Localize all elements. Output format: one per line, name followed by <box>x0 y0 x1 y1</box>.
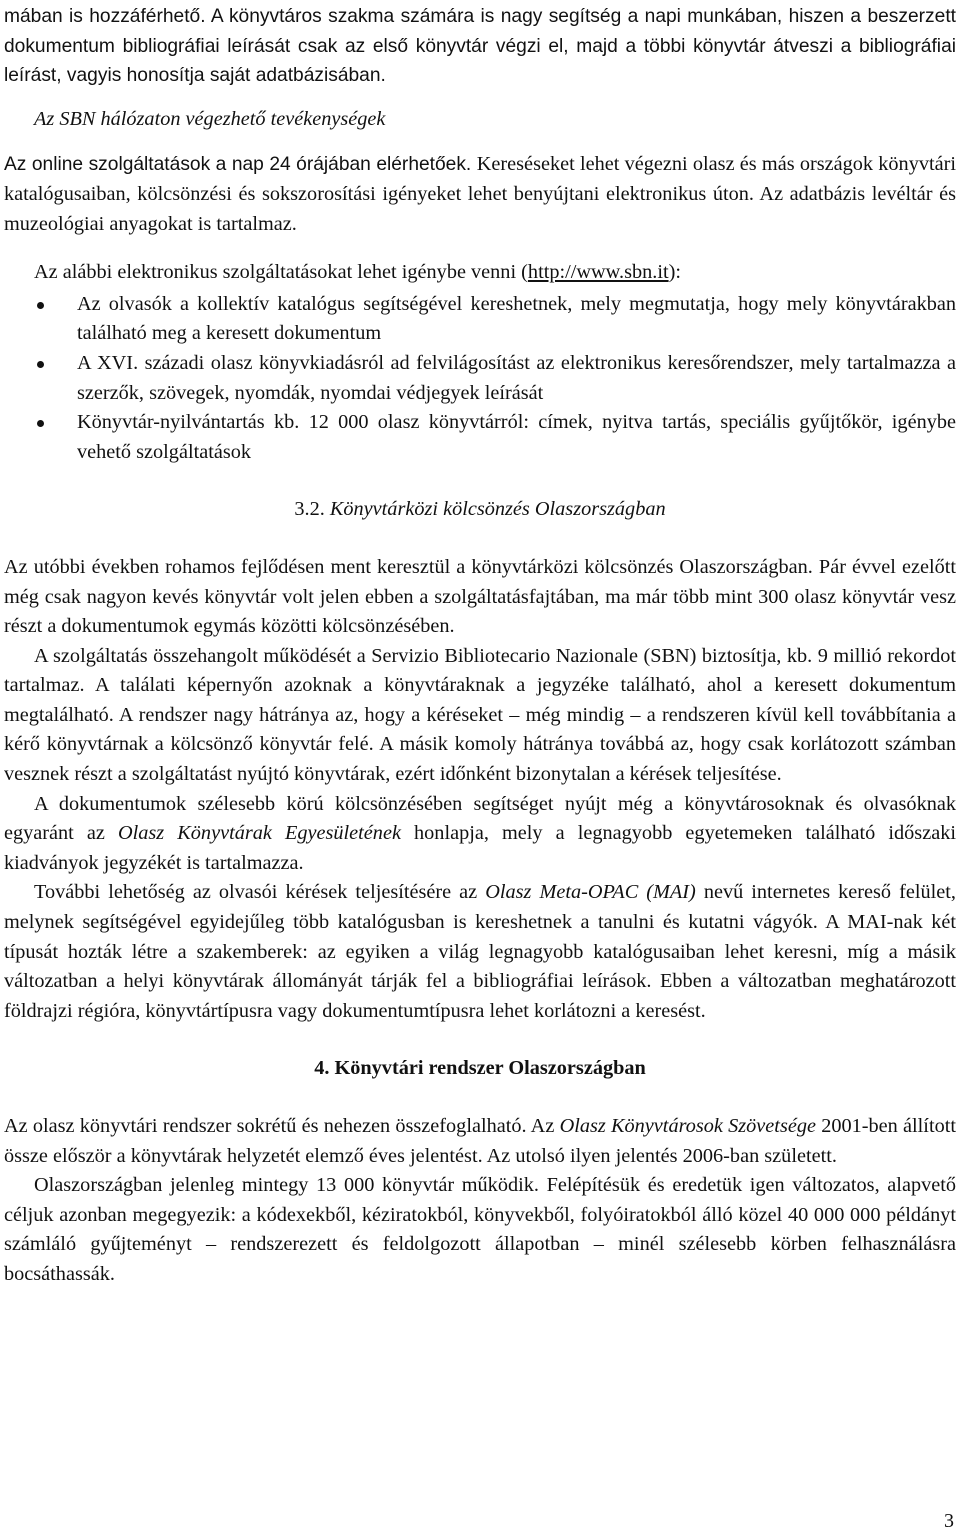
section-3-2-paragraph-2: A szolgáltatás összehangolt működését a Servizio Bibliotecario Nazionale (SBN) biztosítja, kb. 9 millió rekordot tartalmaz. A találati képernyőn azoknak a könyvtáraknak a jegyzéke található, ahol a keresett dokumentum megtalálható. A rendszer nagy hátránya az, hogy a kéréseket – még mindig – a rendszeren kívül kell továbbítania a kérő könyvtárnak a kölcsönző könyvtár felé. A másik komoly hátránya továbbá az, hogy csak korlátozott számban vesznek részt a szolgáltatást nyújtó könyvtárak, ezért időnként bizonytalan a kérések teljesítése. <box>4 644 956 786</box>
list-item-text: A XVI. századi olasz könyvkiadásról ad felvilágosítást az elektronikus keresőrendszer, mely tartalmazza a szerzők, szövegek, nyomdák, nyomdai védjegyek leírását <box>77 351 956 404</box>
section-4-paragraph-2: Olaszországban jelenleg mintegy 13 000 könyvtár működik. Felépítésük és eredetük igen változatos, alapvető céljuk azonban megegyezik: a kódexekből, kéziratokból, könyvekből, folyóiratokból álló közel 40 000 000 példányt számláló gyűjteményt – rendszerezett és feldolgozott állapotban – minél szélesebb körben felhasználásra bocsáthassák. <box>4 1174 956 1285</box>
list-item-text: Könyvtár-nyilvántartás kb. 12 000 olasz könyvtárról: címek, nyitva tartás, speciális gyűjtőkör, igénybe vehető szolgáltatások <box>77 411 956 463</box>
section-3-2-title: Könyvtárközi kölcsönzés Olaszországban <box>329 498 666 521</box>
paragraph-text: 2001-ben állított össze először a könyvtárak helyzetét elemző éves jelentést. Az utolsó ilyen jelentés 2006-ban született. <box>4 1115 956 1167</box>
online-services-text-rest: Kereséseket lehet végezni olasz és más országok könyvtári katalógusaiban, kölcsönzési és sokszorosítási igényeket lehet benyújtani elektronikus úton. Az adatbázis levéltár és muzeológiai anyagokat is tartalmaz. <box>4 153 956 235</box>
section-4-heading: 4. Könyvtári rendszer Olaszországban <box>314 1057 646 1080</box>
list-item-text: Az olvasók a kollektív katalógus segítségével kereshetnek, mely megmutatja, hogy mely könyvtárakban található meg a keresett dokumentum <box>77 292 956 345</box>
services-list <box>4 290 956 468</box>
paragraph-text: Az olasz könyvtári rendszer sokrétű és nehezen összefoglalható. Az <box>4 1115 560 1137</box>
sbn-activities-heading: Az SBN hálózaton végezhető tevékenységek <box>34 107 386 130</box>
intro-paragraph <box>4 2 956 91</box>
section-3-2-heading <box>4 495 956 525</box>
list-item <box>4 290 956 349</box>
section-3-2-paragraph-4 <box>4 878 956 1026</box>
services-intro-text: Az alábbi elektronikus szolgáltatásokat lehet igénybe venni ( <box>34 261 528 284</box>
bullet-icon <box>37 361 44 368</box>
association-name: Olasz Könyvtárak Egyesületének <box>117 822 401 845</box>
section-3-2-paragraph-3 <box>4 790 956 879</box>
meta-opac-name: Olasz Meta-OPAC (MAI) <box>485 881 696 904</box>
services-intro-close: ): <box>668 261 681 284</box>
paragraph-text: honlapja, mely a legnagyobb egyetemeken található időszaki kiadványok jegyzékét is tartalmazza. <box>4 822 956 874</box>
online-services-text: Az online szolgáltatások a nap 24 órájában elérhetőek. <box>4 154 477 176</box>
document-page <box>4 0 956 1290</box>
page-number: 3 <box>944 1510 954 1533</box>
intro-text-start: mában is hozzáférhető. <box>4 6 211 27</box>
list-item <box>4 349 956 408</box>
online-services-paragraph <box>4 150 956 239</box>
list-item <box>4 408 956 467</box>
bullet-icon <box>37 302 44 309</box>
section-3-2-paragraph-1: Az utóbbi években rohamos fejlődésen ment keresztül a könyvtárközi kölcsönzés Olaszországban. Pár évvel ezelőtt még csak nagyon kevés könyvtár volt jelen ebben a szolgáltatásfajtában, ma már több mint 300 olasz könyvtár vesz részt a dokumentumok egymás közötti kölcsönzésében. <box>4 555 956 638</box>
sbn-link[interactable]: http://www.sbn.it <box>527 261 669 284</box>
intro-text-rest: A könyvtáros szakma számára is nagy segítség a napi munkában, hiszen a beszerzett dokumentum bibliográfiai leírását csak az első könyvtár végzi el, majd a többi könyvtár átveszi a bibliográfiai leírást, vagyis honosítja saját adatbázisában. <box>4 6 956 87</box>
paragraph-text: nevű internetes kereső felület, melynek segítségével egyidejűleg több katalógusban is kereshetnek a tanulni és kutatni vágyók. A MAI-nak két típusát hozták létre a szakemberek: az egyiken a világ legnagyobb katalógusaiban lehet keresni, míg a másik változatban a helyi könyvtárak állományát tárják fel a bibliográfiai leírások. Ebben a változatban meghatározott földrajzi régióra, könyvtártípusra vagy dokumentumtípusra lehet korlátozni a keresést. <box>4 881 956 1022</box>
paragraph-text: A dokumentumok szélesebb körú kölcsönzésében segítséget nyújt még a könyvtárosoknak és olvasóknak egyaránt az <box>4 792 956 845</box>
bullet-icon <box>37 420 44 427</box>
librarians-association-name: Olasz Könyvtárosok Szövetsége <box>559 1115 816 1137</box>
services-intro <box>34 258 956 288</box>
section-4-paragraph-1 <box>4 1112 956 1171</box>
paragraph-text: További lehetőség az olvasói kérések teljesítésére az <box>34 881 486 904</box>
section-3-2-number: 3.2. <box>294 498 325 521</box>
